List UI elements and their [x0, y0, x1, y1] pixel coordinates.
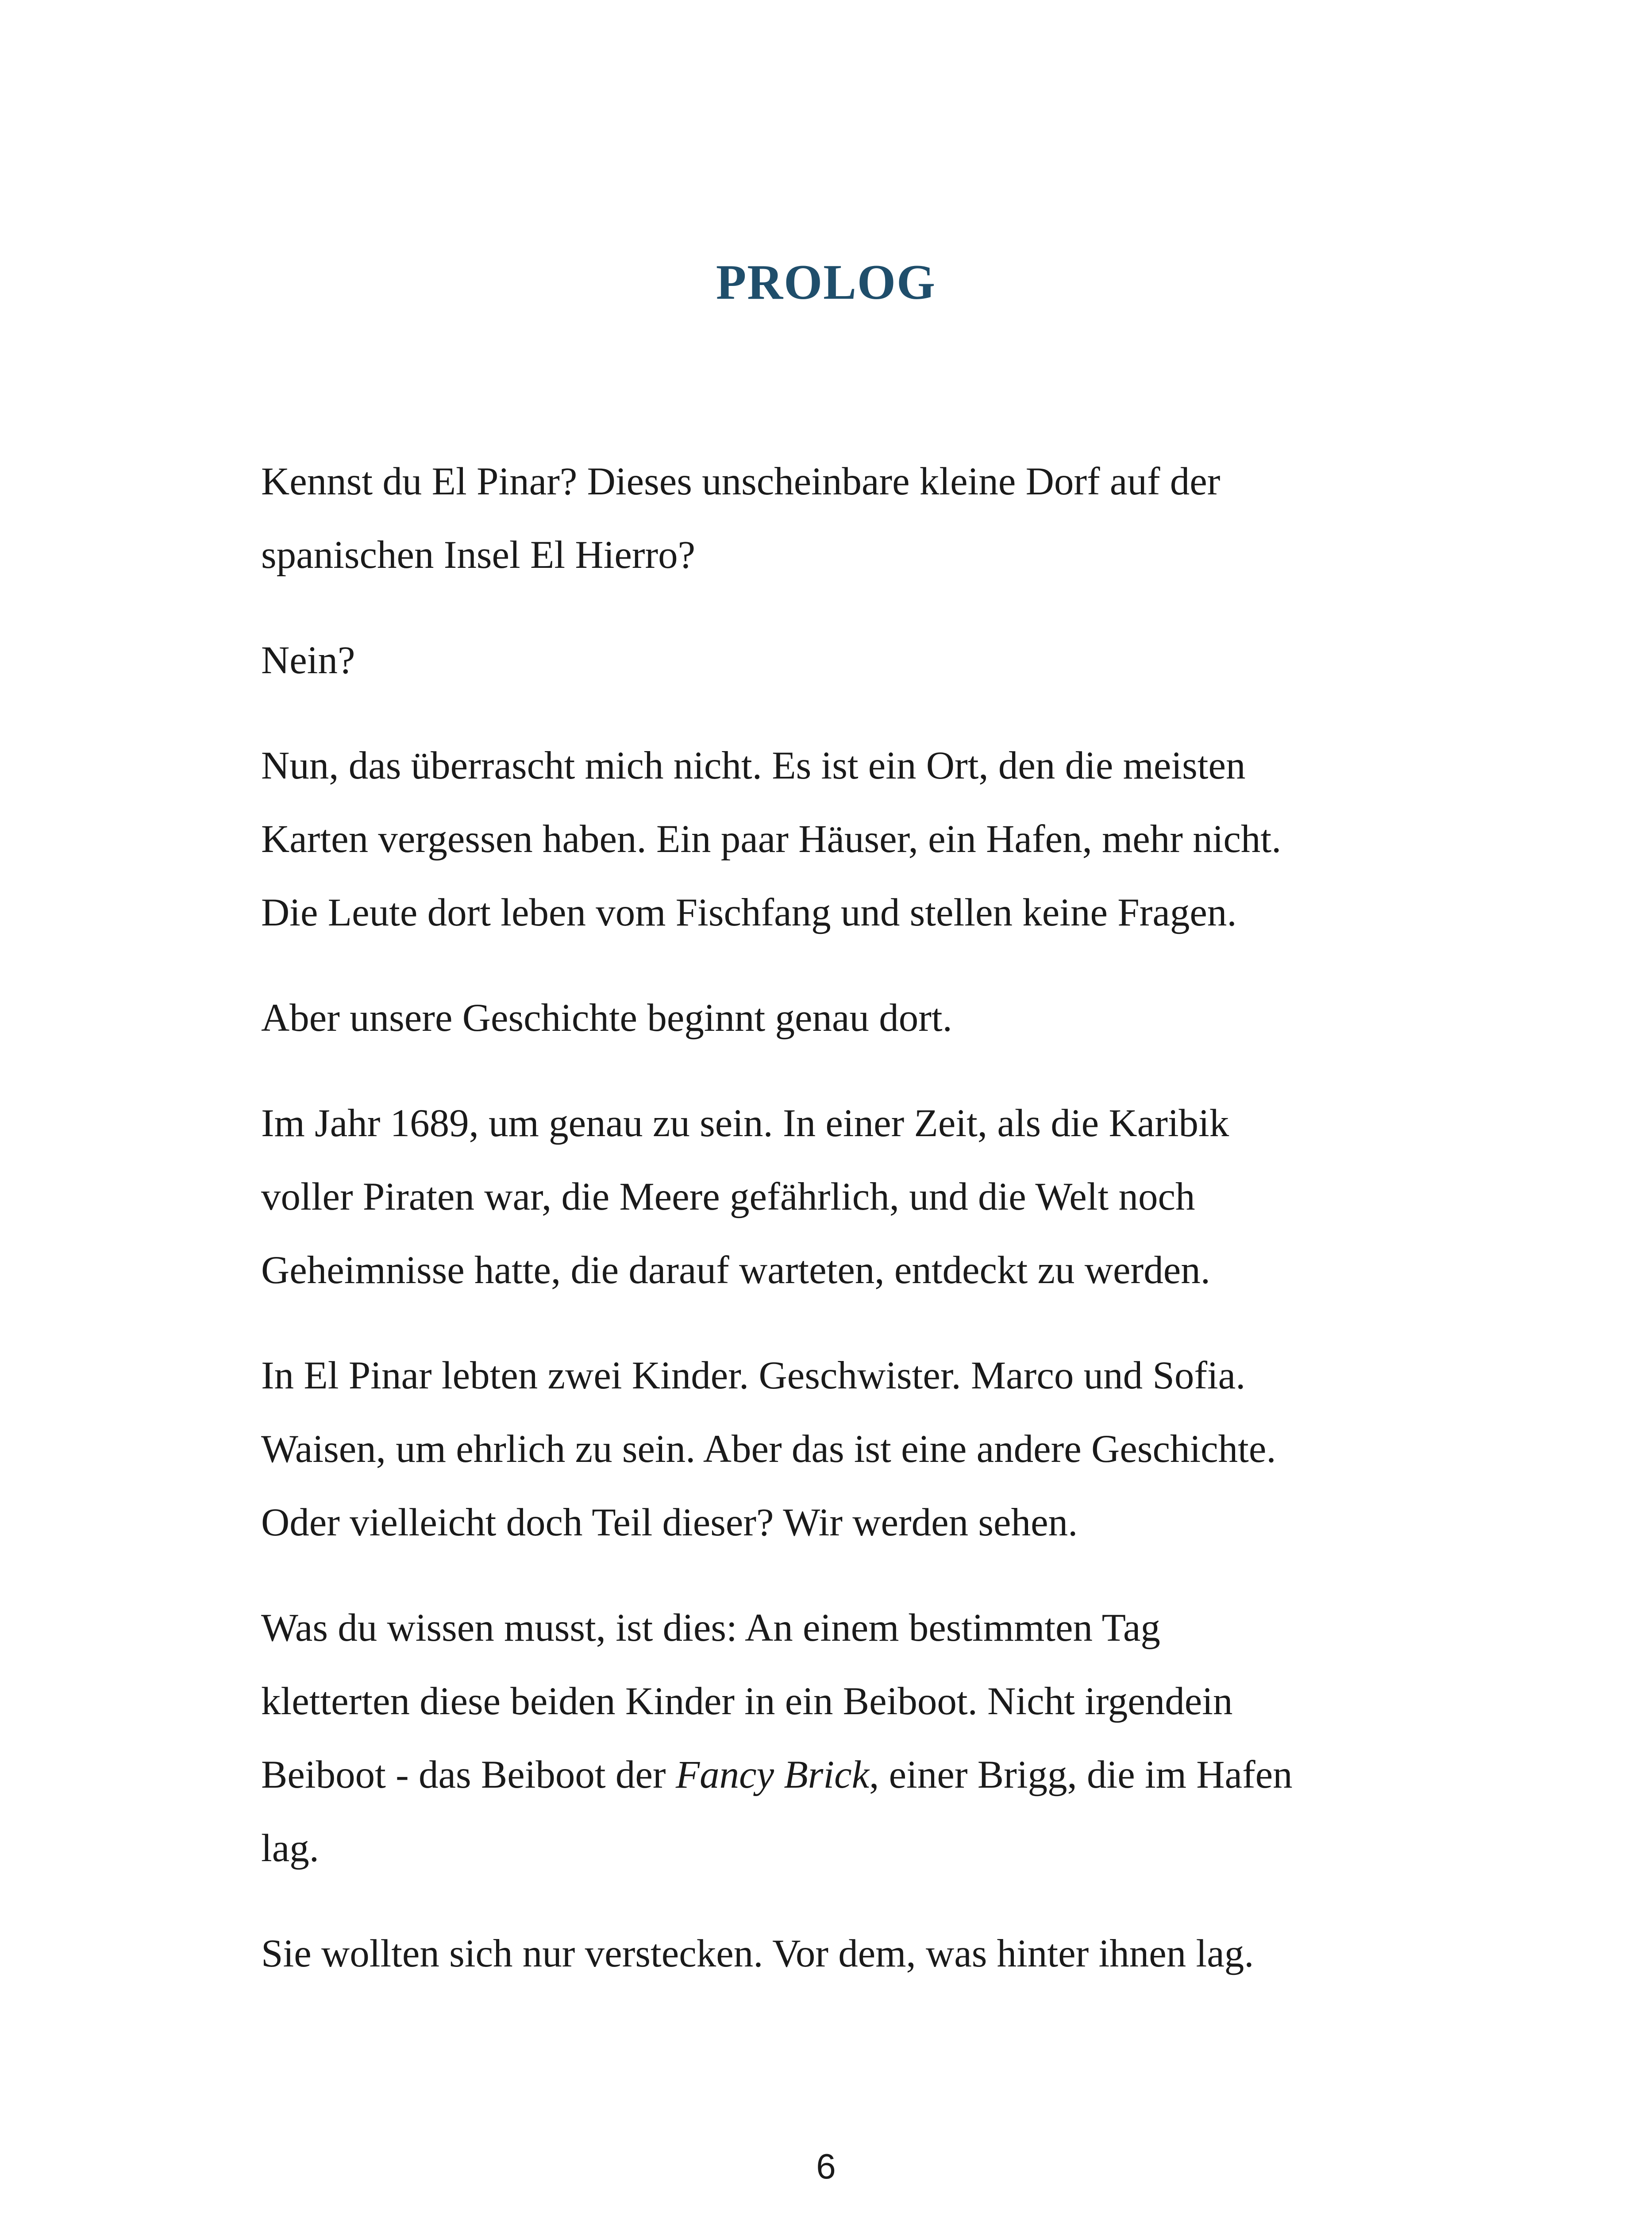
paragraph [261, 1917, 1412, 1990]
text-line: In El Pinar lebten zwei Kinder. Geschwister. Marco und Sofia. [261, 1354, 1246, 1397]
text-line: lag. [261, 1827, 319, 1870]
paragraph [261, 1591, 1412, 1885]
text-line: kletterten diese beiden Kinder in ein Beiboot. Nicht irgendein [261, 1680, 1233, 1723]
text-line: Aber unsere Geschichte beginnt genau dort. [261, 996, 952, 1040]
paragraph [261, 729, 1412, 949]
paragraph [261, 981, 1412, 1055]
text-line: Im Jahr 1689, um genau zu sein. In einer Zeit, als die Karibik [261, 1102, 1229, 1145]
text-line: Was du wissen musst, ist dies: An einem bestimmten Tag [261, 1606, 1160, 1650]
text-line: Waisen, um ehrlich zu sein. Aber das ist eine andere Geschichte. [261, 1427, 1276, 1471]
text-line: Karten vergessen haben. Ein paar Häuser, ein Hafen, mehr nicht. [261, 817, 1282, 861]
text-line: Nun, das überrascht mich nicht. Es ist ein Ort, den die meisten [261, 744, 1246, 787]
text-line [261, 1753, 1293, 1797]
text-line: Die Leute dort leben vom Fischfang und stellen keine Fragen. [261, 891, 1237, 934]
paragraph [261, 1339, 1412, 1559]
text-segment: Beiboot - das Beiboot der [261, 1753, 676, 1797]
ship-name: Fancy Brick [675, 1753, 870, 1797]
paragraph [261, 624, 1412, 697]
chapter-title: PROLOG [716, 255, 936, 310]
text-line: Geheimnisse hatte, die darauf warteten, entdeckt zu werden. [261, 1249, 1210, 1292]
paragraph [261, 445, 1412, 592]
text-line: spanischen Insel El Hierro? [261, 533, 696, 577]
body-text [261, 445, 1412, 2022]
text-segment: , einer Brigg, die im Hafen [869, 1753, 1293, 1797]
page-number: 6 [816, 2147, 836, 2186]
text-line: Kennst du El Pinar? Dieses unscheinbare kleine Dorf auf der [261, 460, 1221, 503]
text-line: Sie wollten sich nur verstecken. Vor dem, was hinter ihnen lag. [261, 1932, 1254, 1975]
text-line: voller Piraten war, die Meere gefährlich, und die Welt noch [261, 1175, 1195, 1218]
paragraph [261, 1087, 1412, 1307]
text-line: Nein? [261, 639, 355, 682]
text-line: Oder vielleicht doch Teil dieser? Wir werden sehen. [261, 1501, 1078, 1544]
